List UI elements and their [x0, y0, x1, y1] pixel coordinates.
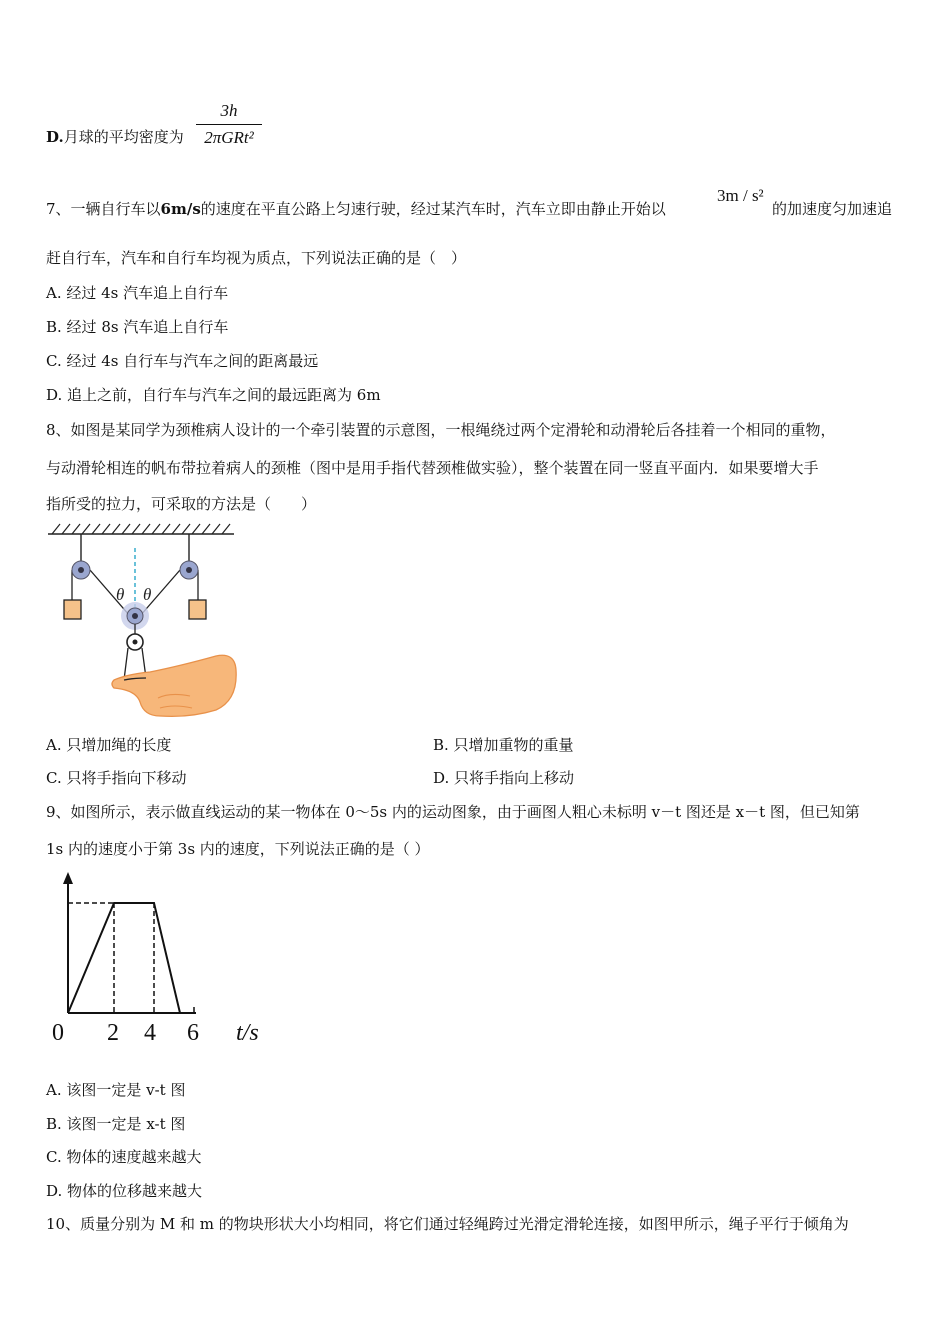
tick-label-6: 6 — [187, 1020, 199, 1046]
q10-stem-line1: 10、质量分别为 M 和 m 的物块形状大小均相同，将它们通过轻绳跨过光滑定滑轮连接，如图甲所示，绳子平行于倾角为 — [46, 1215, 849, 1233]
q7-stem-b: 的速度在平直公路上匀速行驶，经过某汽车时，汽车立即由静止开始以 — [200, 200, 666, 218]
q8-stem-line2: 与动滑轮相连的帆布带拉着病人的颈椎（图中是用手指代替颈椎做实验），整个装置在同一竖直平面内．如果要增大手 — [46, 459, 819, 477]
fraction-bar — [196, 124, 262, 125]
q7-stem-c: 的加速度匀加速追 — [772, 200, 893, 218]
q7-stem-line2: 赶自行车，汽车和自行车均视为质点，下列说法正确的是（ ） — [46, 249, 467, 267]
tick-label-2: 2 — [107, 1020, 119, 1046]
q9-stem-line1: 9、如图所示，表示做直线运动的某一物体在 0～5s 内的运动图象，由于画图人粗心未标明 v－t 图还是 x－t 图，但已知第 — [46, 803, 860, 821]
q7-option-d: D. 追上之前，自行车与汽车之间的最远距离为 6m — [46, 386, 381, 404]
q9-option-d: D. 物体的位移越来越大 — [46, 1182, 203, 1200]
q7-acceleration: 3m / s² — [717, 186, 764, 205]
tick-label-0: 0 — [52, 1020, 64, 1046]
q7-option-a: A. 经过 4s 汽车追上自行车 — [46, 284, 229, 302]
q9-option-c: C. 物体的速度越来越大 — [46, 1148, 202, 1166]
q9-option-a: A. 该图一定是 v-t 图 — [46, 1081, 186, 1099]
motion-graph — [44, 868, 274, 1048]
q8-stem-line1: 8、如图是某同学为颈椎病人设计的一个牵引装置的示意图，一根绳绕过两个定滑轮和动滑轮后各挂着一个相同的重物， — [46, 421, 836, 439]
tick-label-4: 4 — [144, 1020, 156, 1046]
q7-stem-a: 7、一辆自行车以 — [46, 200, 161, 218]
q6-option-d-prefix: D. — [46, 128, 64, 146]
axis-label-t: t/s — [236, 1020, 259, 1046]
q9-stem-line2: 1s 内的速度小于第 3s 内的速度，下列说法正确的是（ ） — [46, 840, 430, 858]
pulley-diagram — [40, 520, 240, 725]
fraction-denominator: 2πGRt² — [204, 128, 254, 147]
theta-right: θ — [143, 585, 152, 604]
q7-speed: 6m/s — [160, 200, 201, 218]
theta-left: θ — [116, 585, 125, 604]
q6-option-d — [46, 127, 184, 147]
q8-option-c: C. 只将手指向下移动 — [46, 769, 187, 787]
q8-option-b: B. 只增加重物的重量 — [433, 736, 574, 754]
fraction-numerator: 3h — [220, 101, 238, 120]
q8-stem-line3: 指所受的拉力，可采取的方法是（ ） — [46, 495, 317, 513]
q6-option-d-text: 月球的平均密度为 — [63, 128, 184, 146]
q8-option-a: A. 只增加绳的长度 — [46, 736, 172, 754]
q7-stem-line1 — [46, 199, 666, 219]
q8-option-d: D. 只将手指向上移动 — [433, 769, 575, 787]
q7-option-c: C. 经过 4s 自行车与汽车之间的距离最远 — [46, 352, 319, 370]
q9-option-b: B. 该图一定是 x-t 图 — [46, 1115, 186, 1133]
q7-option-b: B. 经过 8s 汽车追上自行车 — [46, 318, 229, 336]
density-fraction — [196, 100, 262, 149]
